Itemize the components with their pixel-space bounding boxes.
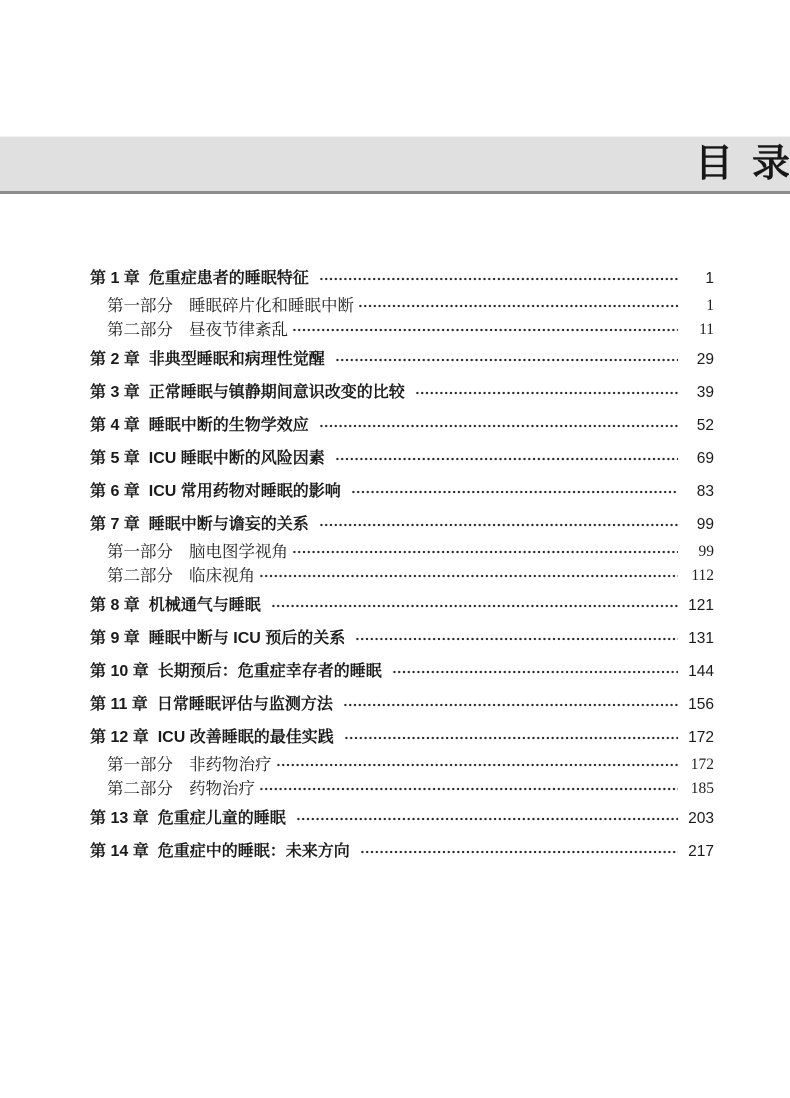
toc-entry-label: 第一部分 <box>107 542 173 561</box>
toc-entry <box>90 728 714 748</box>
dot-leader-icon <box>335 449 678 469</box>
toc-entry-page: 172 <box>690 756 714 773</box>
toc-entry <box>90 662 714 682</box>
dot-leader-icon <box>392 662 678 682</box>
toc-entry-label: 第一部分 <box>107 296 173 315</box>
toc-entry-label: 第 5 章 <box>90 450 140 467</box>
toc-entry <box>90 755 714 775</box>
toc-entry <box>90 809 714 829</box>
dot-leader-icon <box>344 728 678 748</box>
dot-leader-icon <box>259 779 678 799</box>
toc-entry-page: 11 <box>699 321 714 338</box>
toc-entry <box>90 296 714 316</box>
dot-leader-icon <box>355 629 678 649</box>
toc-entry-page: 99 <box>696 516 714 533</box>
toc-entry <box>90 350 714 370</box>
toc-entry-page: 156 <box>688 696 714 713</box>
dot-leader-icon <box>360 842 678 862</box>
page-title: 目 录 <box>694 143 790 185</box>
toc-entry-title: 非药物治疗 <box>189 755 272 774</box>
toc-entry-title: 正常睡眠与镇静期间意识改变的比较 <box>148 384 405 401</box>
toc-entry-page: 112 <box>691 567 714 584</box>
toc-entry-title: 睡眠碎片化和睡眠中断 <box>189 296 354 315</box>
toc-entry-page: 52 <box>696 417 714 434</box>
toc-entry <box>90 842 714 862</box>
toc-entry-page: 1 <box>705 270 714 287</box>
toc-entry-title: 昼夜节律紊乱 <box>189 320 288 339</box>
toc-entry-page: 99 <box>698 543 714 560</box>
dot-leader-icon <box>358 296 678 316</box>
toc-entry-page: 144 <box>688 663 714 680</box>
toc-entry-label: 第 3 章 <box>90 384 140 401</box>
toc-entry-page: 185 <box>690 780 714 797</box>
toc-entry <box>90 383 714 403</box>
toc-entry-title: ICU 改善睡眠的最佳实践 <box>157 729 334 746</box>
toc-entry-title: 睡眠中断的生物学效应 <box>148 417 309 434</box>
toc-entry-title: 临床视角 <box>189 566 255 585</box>
dot-leader-icon <box>276 755 679 775</box>
dot-leader-icon <box>343 695 678 715</box>
toc-entry-page: 203 <box>688 810 714 827</box>
toc-entry-title: 睡眠中断与谵妄的关系 <box>148 516 309 533</box>
toc-entry-title: 药物治疗 <box>189 779 255 798</box>
toc-entry-label: 第 1 章 <box>90 270 140 287</box>
toc-entry-page: 83 <box>696 483 714 500</box>
toc-entry-title: 危重症患者的睡眠特征 <box>148 270 309 287</box>
toc-entry-title: 危重症儿童的睡眠 <box>157 810 286 827</box>
toc-entry-page: 29 <box>696 351 714 368</box>
dot-leader-icon <box>271 596 678 616</box>
toc-entry-title: ICU 常用药物对睡眠的影响 <box>148 483 341 500</box>
dot-leader-icon <box>319 416 678 436</box>
toc-entry-title: 日常睡眠评估与监测方法 <box>156 696 333 713</box>
toc-entry-label: 第 4 章 <box>90 417 140 434</box>
toc-entry-label: 第 6 章 <box>90 483 140 500</box>
toc-entry-title: ICU 睡眠中断的风险因素 <box>148 450 325 467</box>
toc-entry <box>90 320 714 340</box>
toc-entry-title: 机械通气与睡眠 <box>148 597 261 614</box>
toc-entry-title: 睡眠中断与 ICU 预后的关系 <box>148 630 346 647</box>
dot-leader-icon <box>292 542 678 562</box>
toc-entry <box>90 629 714 649</box>
dot-leader-icon <box>415 383 678 403</box>
toc-entry-label: 第二部分 <box>107 566 173 585</box>
toc-entry <box>90 695 714 715</box>
toc-entry-label: 第 8 章 <box>90 597 140 614</box>
toc-entry-title: 非典型睡眠和病理性觉醒 <box>148 351 325 368</box>
toc-entry <box>90 566 714 586</box>
toc-entry-label: 第 12 章 <box>90 729 149 746</box>
dot-leader-icon <box>319 269 678 289</box>
toc-entry <box>90 596 714 616</box>
toc-entry-label: 第 7 章 <box>90 516 140 533</box>
toc-entry-page: 39 <box>696 384 714 401</box>
toc-entry-page: 1 <box>706 297 714 314</box>
toc-entry-label: 第 11 章 <box>90 696 148 713</box>
dot-leader-icon <box>292 320 678 340</box>
toc-entry-label: 第 10 章 <box>90 663 149 680</box>
toc-entry-page: 69 <box>696 450 714 467</box>
toc-entry-page: 131 <box>688 630 714 647</box>
dot-leader-icon <box>296 809 678 829</box>
toc-entry <box>90 416 714 436</box>
dot-leader-icon <box>319 515 678 535</box>
toc-entry-title: 长期预后：危重症幸存者的睡眠 <box>157 663 382 680</box>
toc-entry-label: 第 13 章 <box>90 810 149 827</box>
dot-leader-icon <box>335 350 678 370</box>
toc-entry <box>90 515 714 535</box>
toc-entry-page: 121 <box>688 597 714 614</box>
table-of-contents <box>90 269 714 862</box>
toc-entry <box>90 449 714 469</box>
toc-entry-label: 第二部分 <box>107 320 173 339</box>
toc-entry-page: 217 <box>688 843 714 860</box>
toc-entry-title: 危重症中的睡眠：未来方向 <box>157 843 350 860</box>
toc-entry-title: 脑电图学视角 <box>189 542 288 561</box>
toc-entry-label: 第 2 章 <box>90 351 140 368</box>
toc-entry-label: 第一部分 <box>107 755 173 774</box>
toc-entry-label: 第二部分 <box>107 779 173 798</box>
toc-entry <box>90 269 714 289</box>
toc-entry <box>90 779 714 799</box>
toc-entry <box>90 542 714 562</box>
toc-entry-label: 第 9 章 <box>90 630 140 647</box>
toc-entry-label: 第 14 章 <box>90 843 149 860</box>
dot-leader-icon <box>351 482 678 502</box>
dot-leader-icon <box>259 566 678 586</box>
toc-entry <box>90 482 714 502</box>
toc-entry-page: 172 <box>688 729 714 746</box>
page-header <box>0 136 790 194</box>
